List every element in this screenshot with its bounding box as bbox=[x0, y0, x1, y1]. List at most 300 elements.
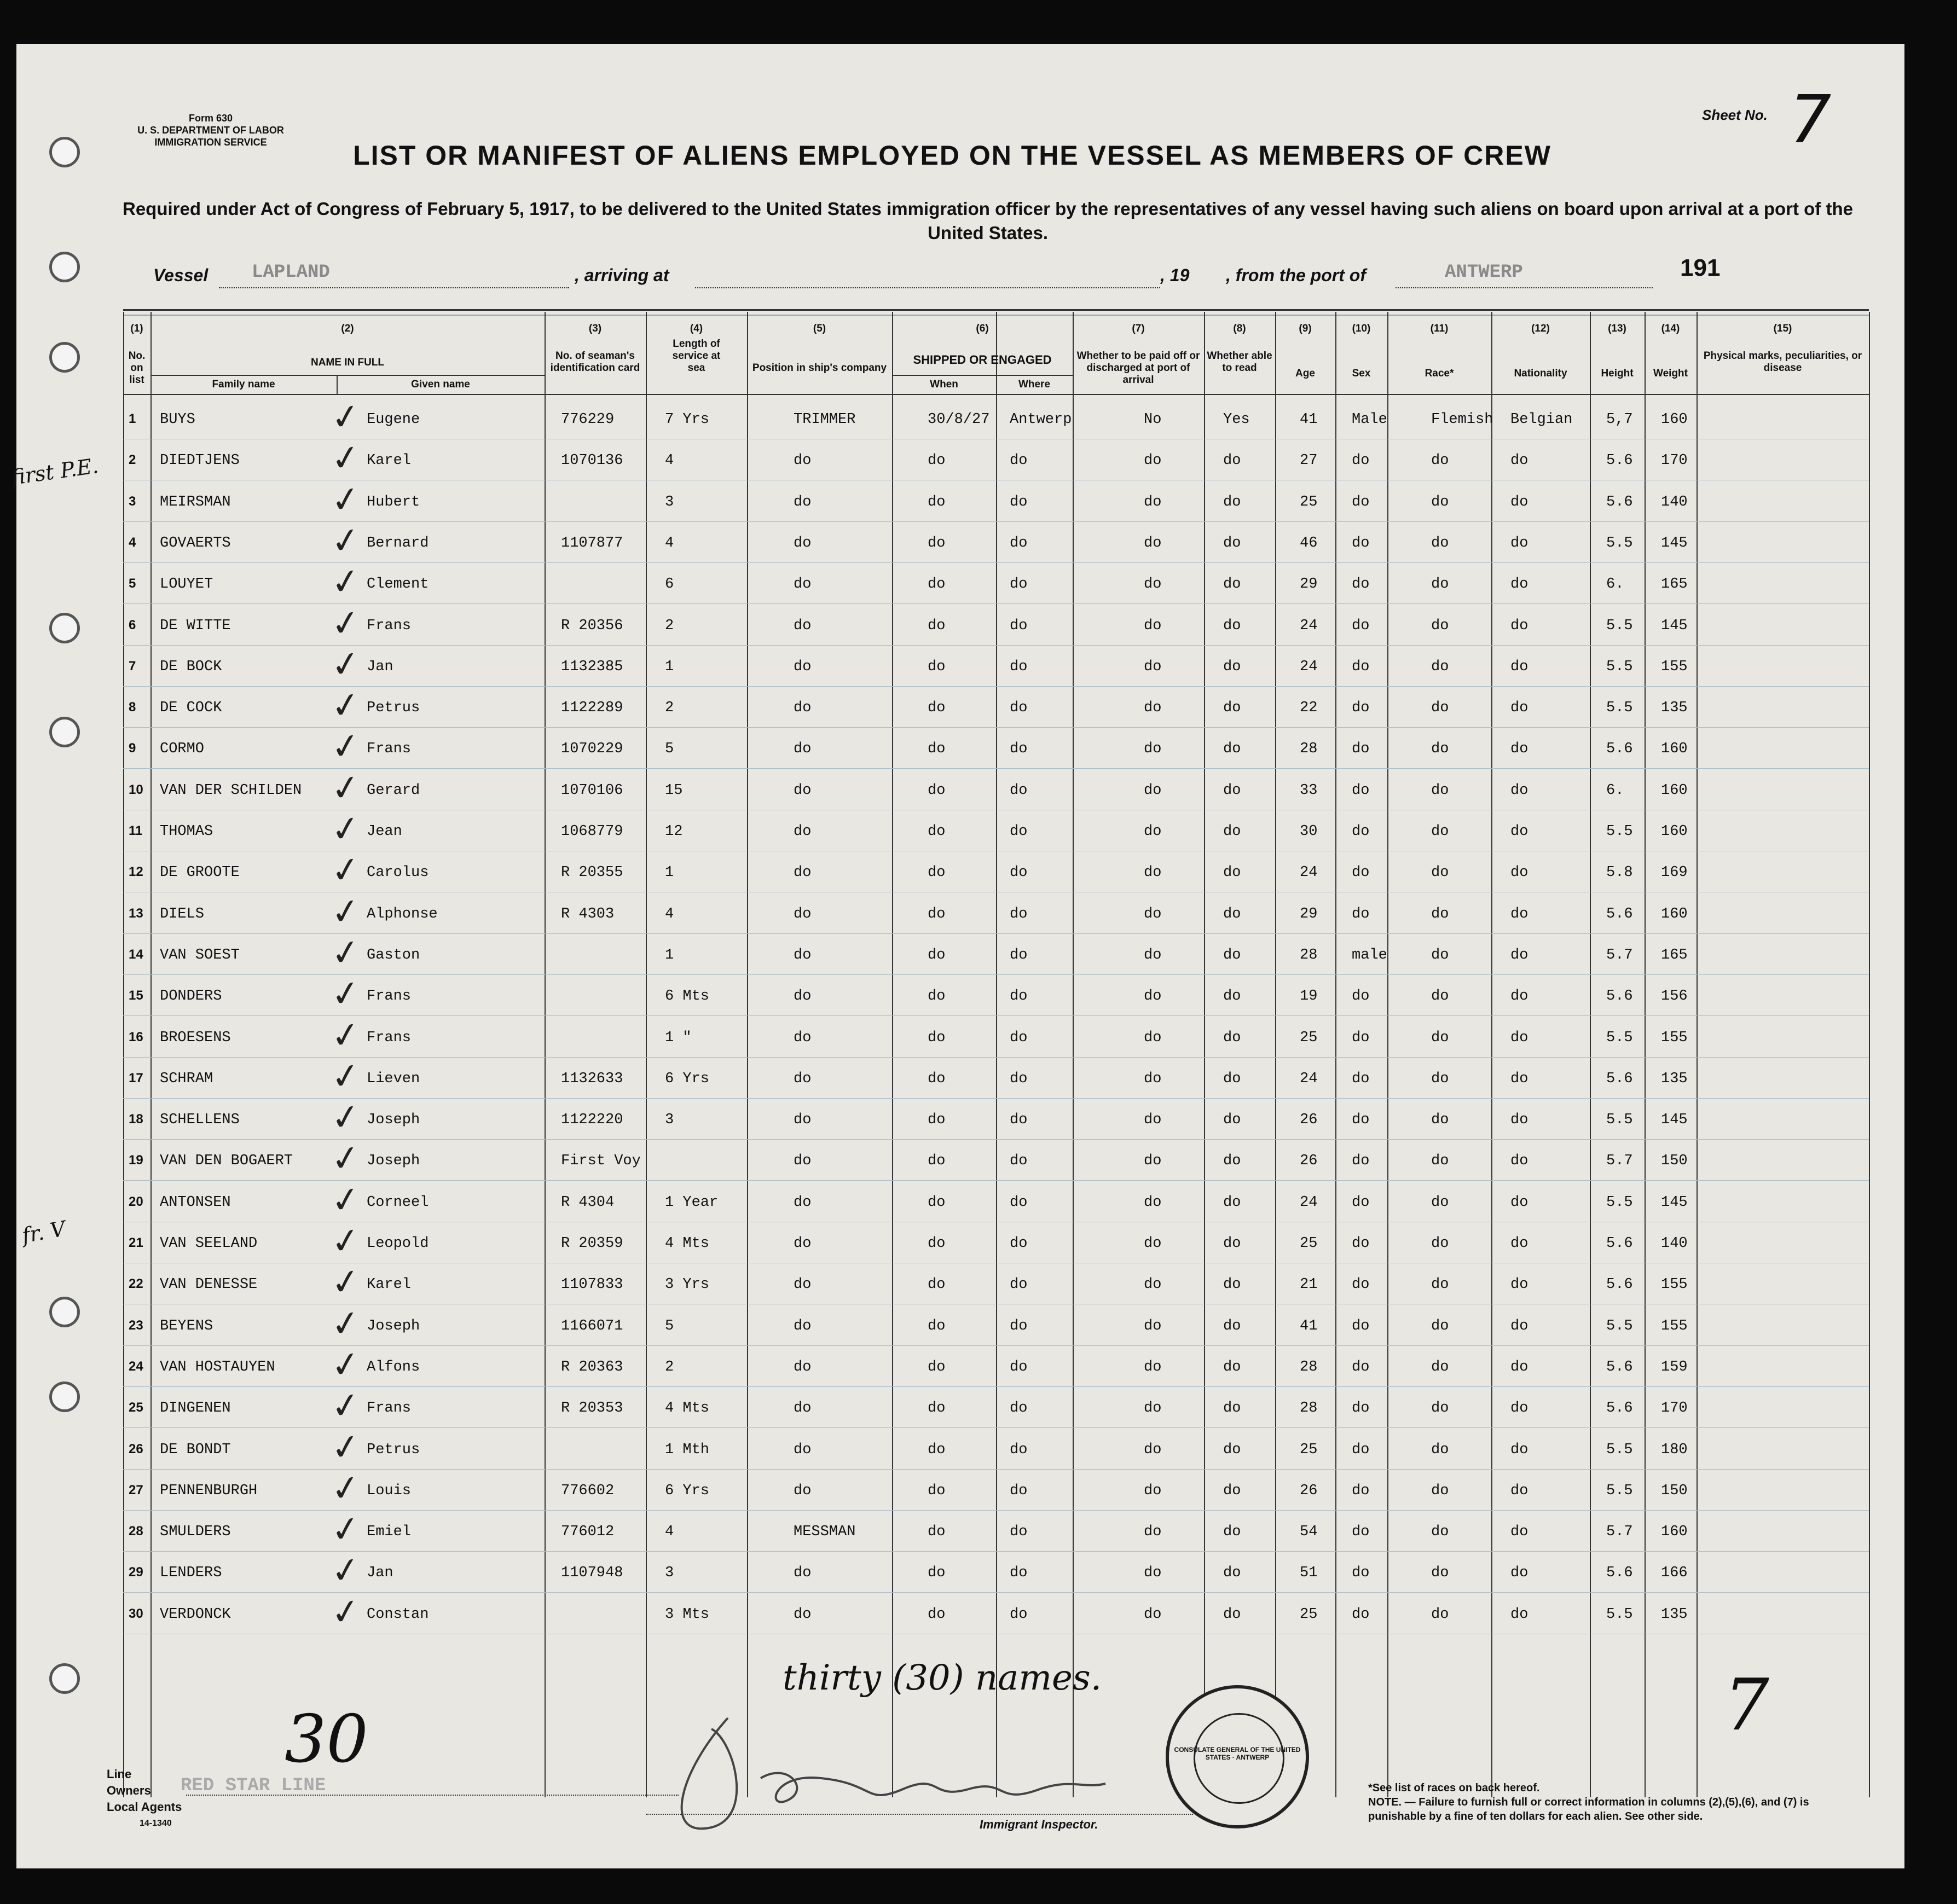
shipped-when-cell: do bbox=[928, 823, 946, 840]
able-to-read-cell: do bbox=[1223, 823, 1241, 840]
given-name-cell: Frans bbox=[367, 988, 412, 1005]
col-label: Whether able to read bbox=[1207, 350, 1272, 374]
table-row bbox=[16, 642, 1904, 687]
weight-cell: 135 bbox=[1661, 700, 1688, 717]
length-of-service-cell: 12 bbox=[665, 823, 683, 840]
col6-header bbox=[892, 323, 1073, 366]
able-to-read-cell: do bbox=[1223, 1565, 1241, 1582]
length-of-service-cell: 1 bbox=[665, 658, 674, 675]
length-of-service-cell: 2 bbox=[665, 1359, 674, 1375]
col14-header bbox=[1645, 323, 1697, 380]
shipped-when-cell: do bbox=[928, 988, 946, 1005]
race-cell: do bbox=[1431, 1235, 1449, 1252]
table-row bbox=[16, 1013, 1904, 1058]
paid-off-cell: do bbox=[1144, 576, 1162, 593]
table-row bbox=[16, 848, 1904, 893]
row-rule bbox=[123, 1098, 1869, 1099]
paid-off-cell: do bbox=[1144, 452, 1162, 469]
col-label: Weight bbox=[1653, 368, 1688, 379]
height-cell: 5.5 bbox=[1606, 1317, 1633, 1334]
manifest-sheet bbox=[9, 44, 1904, 1868]
col-label: SHIPPED OR ENGAGED bbox=[913, 353, 1052, 367]
shipped-where-cell: do bbox=[1010, 905, 1028, 922]
position-cell: do bbox=[794, 988, 812, 1005]
table-row bbox=[16, 1590, 1904, 1635]
col2-header bbox=[150, 323, 545, 369]
race-cell: do bbox=[1431, 1276, 1449, 1293]
age-cell: 29 bbox=[1300, 905, 1318, 922]
height-cell: 5.5 bbox=[1606, 658, 1633, 675]
row-number-cell: 2 bbox=[129, 452, 136, 468]
row-rule bbox=[123, 974, 1869, 975]
col-label: Race* bbox=[1425, 368, 1454, 379]
check-mark-icon: ✓ bbox=[328, 890, 363, 934]
weight-cell: 135 bbox=[1661, 1070, 1688, 1087]
paid-off-cell: do bbox=[1144, 1070, 1162, 1087]
row-number-cell: 24 bbox=[129, 1359, 143, 1374]
sex-cell: do bbox=[1352, 823, 1370, 840]
position-cell: do bbox=[794, 905, 812, 922]
weight-cell: 169 bbox=[1661, 864, 1688, 881]
age-cell: 28 bbox=[1300, 1359, 1318, 1375]
row-rule bbox=[123, 1139, 1869, 1140]
row-number-cell: 6 bbox=[129, 617, 136, 632]
weight-cell: 160 bbox=[1661, 741, 1688, 758]
check-mark-icon: ✓ bbox=[328, 560, 363, 605]
length-of-service-cell: 6 bbox=[665, 576, 674, 593]
sex-cell: Male bbox=[1352, 411, 1387, 428]
col-number: (8) bbox=[1233, 323, 1246, 334]
table-row bbox=[16, 725, 1904, 769]
row-number-cell: 10 bbox=[129, 782, 143, 797]
shipped-where-cell: do bbox=[1010, 1029, 1028, 1046]
able-to-read-cell: do bbox=[1223, 1606, 1241, 1623]
check-mark-icon: ✓ bbox=[328, 1137, 363, 1181]
length-of-service-cell: 1 Year bbox=[665, 1194, 719, 1211]
weight-cell: 140 bbox=[1661, 1235, 1688, 1252]
age-cell: 28 bbox=[1300, 741, 1318, 758]
check-mark-icon: ✓ bbox=[328, 395, 363, 440]
weight-cell: 160 bbox=[1661, 823, 1688, 840]
shipped-where-cell: Antwerp bbox=[1010, 411, 1072, 428]
given-name-cell: Jan bbox=[367, 658, 393, 675]
row-rule bbox=[123, 521, 1869, 522]
year-printed: 191 bbox=[1680, 254, 1721, 281]
race-cell: do bbox=[1431, 905, 1449, 922]
length-of-service-cell: 2 bbox=[665, 700, 674, 717]
table-row bbox=[16, 436, 1904, 481]
sheet-label: Sheet No. bbox=[1702, 107, 1768, 123]
shipped-when-cell: do bbox=[928, 1276, 946, 1293]
able-to-read-cell: do bbox=[1223, 1235, 1241, 1252]
table-top-rule bbox=[123, 309, 1869, 311]
table-row bbox=[16, 1507, 1904, 1552]
check-mark-icon: ✓ bbox=[328, 1466, 363, 1511]
age-cell: 19 bbox=[1300, 988, 1318, 1005]
age-cell: 54 bbox=[1300, 1524, 1318, 1541]
weight-cell: 160 bbox=[1661, 905, 1688, 922]
col3-header bbox=[545, 323, 646, 374]
paid-off-cell: do bbox=[1144, 494, 1162, 510]
given-name-cell: Eugene bbox=[367, 411, 420, 428]
race-cell: do bbox=[1431, 1441, 1449, 1458]
race-cell: do bbox=[1431, 1482, 1449, 1499]
position-cell: do bbox=[794, 823, 812, 840]
owners-stamp: RED STAR LINE bbox=[181, 1775, 326, 1796]
able-to-read-cell: do bbox=[1223, 988, 1241, 1005]
row-rule bbox=[123, 1551, 1869, 1552]
nationality-cell: do bbox=[1510, 947, 1528, 963]
paid-off-cell: do bbox=[1144, 1565, 1162, 1582]
card-number-cell: 1107833 bbox=[561, 1276, 623, 1293]
age-cell: 26 bbox=[1300, 1112, 1318, 1129]
weight-cell: 165 bbox=[1661, 947, 1688, 963]
family-name-cell: DE BOCK bbox=[160, 658, 222, 675]
family-name-cell: DE COCK bbox=[160, 700, 222, 717]
col-number: (5) bbox=[813, 323, 826, 334]
race-cell: do bbox=[1431, 617, 1449, 634]
length-of-service-cell: 1 Mth bbox=[665, 1441, 710, 1458]
col13-header bbox=[1590, 323, 1645, 380]
height-cell: 5.6 bbox=[1606, 494, 1633, 510]
length-of-service-cell: 4 bbox=[665, 1524, 674, 1541]
family-name-cell: LOUYET bbox=[160, 576, 213, 593]
length-of-service-cell: 6 Yrs bbox=[665, 1070, 710, 1087]
table-row bbox=[16, 1095, 1904, 1140]
position-cell: do bbox=[794, 1565, 812, 1582]
sex-cell: do bbox=[1352, 1441, 1370, 1458]
table-row bbox=[16, 1466, 1904, 1511]
family-name-cell: BEYENS bbox=[160, 1317, 213, 1334]
height-cell: 5.7 bbox=[1606, 947, 1633, 963]
given-name-cell: Frans bbox=[367, 617, 412, 634]
race-cell: do bbox=[1431, 1153, 1449, 1170]
handwritten-total: thirty (30) names. bbox=[783, 1658, 1102, 1698]
weight-cell: 155 bbox=[1661, 1029, 1688, 1046]
given-name-cell: Leopold bbox=[367, 1235, 429, 1252]
given-name-cell: Jean bbox=[367, 823, 402, 840]
paid-off-cell: do bbox=[1144, 1029, 1162, 1046]
col-number: (15) bbox=[1773, 323, 1792, 334]
position-cell: do bbox=[794, 1194, 812, 1211]
sex-cell: do bbox=[1352, 1112, 1370, 1129]
check-mark-icon: ✓ bbox=[328, 1425, 363, 1470]
given-name-cell: Alphonse bbox=[367, 905, 438, 922]
margin-note-first: first P.E. bbox=[9, 454, 100, 490]
given-name-cell: Karel bbox=[367, 452, 412, 469]
paid-off-cell: do bbox=[1144, 1441, 1162, 1458]
row-number-cell: 26 bbox=[129, 1441, 143, 1456]
shipped-where-cell: do bbox=[1010, 1070, 1028, 1087]
weight-cell: 156 bbox=[1661, 988, 1688, 1005]
sex-cell: do bbox=[1352, 1235, 1370, 1252]
race-cell: do bbox=[1431, 823, 1449, 840]
able-to-read-cell: do bbox=[1223, 617, 1241, 634]
nationality-cell: do bbox=[1510, 617, 1528, 634]
race-cell: do bbox=[1431, 658, 1449, 675]
col-label: Position in ship's company bbox=[752, 362, 887, 374]
page-subtitle: Required under Act of Congress of February 5, 1917, to be delivered to the United States immigration officer by the representatives of any vessel having such aliens on board upon arrival at a port of the United States. bbox=[122, 199, 1853, 243]
given-name-cell: Carolus bbox=[367, 864, 429, 881]
age-cell: 29 bbox=[1300, 576, 1318, 593]
table-row bbox=[16, 1054, 1904, 1099]
table-row bbox=[16, 890, 1904, 934]
sex-cell: do bbox=[1352, 535, 1370, 552]
where-header: Where bbox=[1018, 379, 1051, 390]
col9-header bbox=[1275, 323, 1335, 380]
given-name-cell: Emiel bbox=[367, 1524, 412, 1541]
weight-cell: 135 bbox=[1661, 1606, 1688, 1623]
punch-hole bbox=[49, 252, 80, 282]
weight-cell: 150 bbox=[1661, 1482, 1688, 1499]
check-mark-icon: ✓ bbox=[328, 1302, 363, 1346]
shipped-when-cell: do bbox=[928, 494, 946, 510]
age-cell: 24 bbox=[1300, 1194, 1318, 1211]
length-of-service-cell: 4 Mts bbox=[665, 1400, 710, 1417]
check-mark-icon: ✓ bbox=[328, 807, 363, 852]
age-cell: 41 bbox=[1300, 1317, 1318, 1334]
position-cell: do bbox=[794, 1606, 812, 1623]
age-cell: 22 bbox=[1300, 700, 1318, 717]
check-mark-icon: ✓ bbox=[328, 1054, 363, 1099]
punch-hole bbox=[49, 1663, 80, 1694]
race-cell: do bbox=[1431, 1070, 1449, 1087]
card-number-cell: 1107877 bbox=[561, 535, 623, 552]
family-name-cell: SMULDERS bbox=[160, 1524, 231, 1541]
shipped-where-cell: do bbox=[1010, 823, 1028, 840]
paid-off-cell: do bbox=[1144, 617, 1162, 634]
able-to-read-cell: do bbox=[1223, 535, 1241, 552]
nationality-cell: do bbox=[1510, 658, 1528, 675]
nationality-cell: do bbox=[1510, 1441, 1528, 1458]
race-cell: do bbox=[1431, 1606, 1449, 1623]
shipped-when-cell: do bbox=[928, 658, 946, 675]
weight-cell: 155 bbox=[1661, 1276, 1688, 1293]
length-of-service-cell: 3 bbox=[665, 1112, 674, 1129]
seal-text: CONSULATE GENERAL OF THE UNITED STATES · ANTWERP bbox=[1174, 1746, 1301, 1761]
shipped-where-cell: do bbox=[1010, 947, 1028, 963]
family-name-cell: DE BONDT bbox=[160, 1441, 231, 1458]
page-title: LIST OR MANIFEST OF ALIENS EMPLOYED ON THE VESSEL AS MEMBERS OF CREW bbox=[353, 140, 1551, 171]
paid-off-cell: do bbox=[1144, 1359, 1162, 1375]
row-number-cell: 22 bbox=[129, 1276, 143, 1292]
sex-cell: male bbox=[1352, 947, 1387, 963]
age-cell: 25 bbox=[1300, 494, 1318, 510]
shipped-when-cell: do bbox=[928, 1524, 946, 1541]
sex-cell: do bbox=[1352, 1524, 1370, 1541]
sex-cell: do bbox=[1352, 1317, 1370, 1334]
card-number-cell: 1107948 bbox=[561, 1565, 623, 1582]
position-cell: do bbox=[794, 1112, 812, 1129]
age-cell: 46 bbox=[1300, 535, 1318, 552]
paid-off-cell: do bbox=[1144, 1153, 1162, 1170]
family-name-cell: DIELS bbox=[160, 905, 205, 922]
paid-off-cell: do bbox=[1144, 1194, 1162, 1211]
table-row bbox=[16, 1384, 1904, 1429]
height-cell: 5.6 bbox=[1606, 1276, 1633, 1293]
given-name-cell: Alfons bbox=[367, 1359, 420, 1375]
shipped-where-cell: do bbox=[1010, 576, 1028, 593]
shipped-where-cell: do bbox=[1010, 1441, 1028, 1458]
check-mark-icon: ✓ bbox=[328, 478, 363, 522]
given-name-cell: Joseph bbox=[367, 1112, 420, 1129]
row-number-cell: 3 bbox=[129, 494, 136, 509]
card-number-cell: 1070229 bbox=[561, 741, 623, 758]
family-name-cell: THOMAS bbox=[160, 823, 213, 840]
height-cell: 5.8 bbox=[1606, 864, 1633, 881]
length-of-service-cell: 2 bbox=[665, 617, 674, 634]
age-cell: 30 bbox=[1300, 823, 1318, 840]
shipped-when-cell: do bbox=[928, 947, 946, 963]
shipped-when-cell: do bbox=[928, 1606, 946, 1623]
sex-cell: do bbox=[1352, 1400, 1370, 1417]
col-label: Physical marks, peculiarities, or disease bbox=[1703, 350, 1862, 374]
nationality-cell: do bbox=[1510, 864, 1528, 881]
row-number-cell: 11 bbox=[129, 823, 143, 838]
nationality-cell: do bbox=[1510, 1565, 1528, 1582]
height-cell: 5.7 bbox=[1606, 1153, 1633, 1170]
position-cell: do bbox=[794, 576, 812, 593]
check-mark-icon: ✓ bbox=[328, 1507, 363, 1552]
check-mark-icon: ✓ bbox=[328, 1590, 363, 1635]
able-to-read-cell: do bbox=[1223, 452, 1241, 469]
row-number-cell: 23 bbox=[129, 1317, 143, 1333]
paid-off-cell: do bbox=[1144, 1524, 1162, 1541]
paid-off-cell: do bbox=[1144, 658, 1162, 675]
position-cell: do bbox=[794, 1400, 812, 1417]
card-number-cell: 1070136 bbox=[561, 452, 623, 469]
footer-form-code: 14-1340 bbox=[140, 1819, 172, 1828]
col15-header bbox=[1697, 323, 1869, 374]
row-number-cell: 19 bbox=[129, 1153, 143, 1168]
family-name-cell: CORMO bbox=[160, 741, 205, 758]
col-number: (2) bbox=[341, 323, 354, 334]
able-to-read-cell: do bbox=[1223, 1153, 1241, 1170]
height-cell: 5.6 bbox=[1606, 1070, 1633, 1087]
height-cell: 5.6 bbox=[1606, 741, 1633, 758]
sex-cell: do bbox=[1352, 741, 1370, 758]
footer-rule bbox=[186, 1795, 679, 1796]
table-row bbox=[16, 1178, 1904, 1223]
shipped-when-cell: do bbox=[928, 1441, 946, 1458]
row-rule bbox=[123, 686, 1869, 687]
check-mark-icon: ✓ bbox=[328, 1384, 363, 1429]
position-cell: TRIMMER bbox=[794, 411, 856, 428]
footer-notes bbox=[1368, 1781, 1855, 1824]
length-of-service-cell: 3 bbox=[665, 494, 674, 510]
shipped-when-cell: do bbox=[928, 905, 946, 922]
given-name-cell: Louis bbox=[367, 1482, 412, 1499]
row-number-cell: 1 bbox=[129, 411, 136, 426]
sex-cell: do bbox=[1352, 700, 1370, 717]
check-mark-icon: ✓ bbox=[328, 766, 363, 811]
family-name-cell: PENNENBURGH bbox=[160, 1482, 258, 1499]
age-cell: 25 bbox=[1300, 1029, 1318, 1046]
check-mark-icon: ✓ bbox=[328, 848, 363, 893]
paid-off-cell: do bbox=[1144, 782, 1162, 799]
shipped-when-cell: do bbox=[928, 1029, 946, 1046]
age-cell: 27 bbox=[1300, 452, 1318, 469]
col-number: (12) bbox=[1531, 323, 1550, 334]
paid-off-cell: do bbox=[1144, 1317, 1162, 1334]
col-label: No. on list bbox=[128, 350, 146, 386]
check-mark-icon: ✓ bbox=[328, 683, 363, 728]
family-name-cell: ANTONSEN bbox=[160, 1194, 231, 1211]
sex-cell: do bbox=[1352, 1359, 1370, 1375]
shipped-when-cell: do bbox=[928, 1112, 946, 1129]
nationality-cell: do bbox=[1510, 1153, 1528, 1170]
name-subrule bbox=[150, 375, 545, 376]
height-cell: 5.5 bbox=[1606, 700, 1633, 717]
able-to-read-cell: do bbox=[1223, 1276, 1241, 1293]
shipped-when-cell: do bbox=[928, 1317, 946, 1334]
service-label: IMMIGRATION SERVICE bbox=[154, 137, 267, 148]
race-cell: do bbox=[1431, 988, 1449, 1005]
family-name-cell: DE GROOTE bbox=[160, 864, 240, 881]
given-name-cell: Petrus bbox=[367, 700, 420, 717]
able-to-read-cell: do bbox=[1223, 1441, 1241, 1458]
able-to-read-cell: do bbox=[1223, 1482, 1241, 1499]
card-number-cell: 1132385 bbox=[561, 658, 623, 675]
weight-cell: 170 bbox=[1661, 452, 1688, 469]
table-row bbox=[16, 766, 1904, 811]
length-of-service-cell: 4 bbox=[665, 452, 674, 469]
year-label: , 19 bbox=[1160, 265, 1190, 285]
age-cell: 25 bbox=[1300, 1441, 1318, 1458]
col-label: Length of service at sea bbox=[672, 338, 721, 374]
shipped-when-cell: do bbox=[928, 452, 946, 469]
col8-header bbox=[1204, 323, 1275, 374]
height-cell: 5,7 bbox=[1606, 411, 1633, 428]
check-mark-icon: ✓ bbox=[328, 1095, 363, 1140]
position-cell: do bbox=[794, 452, 812, 469]
family-name-cell: VAN DEN BOGAERT bbox=[160, 1153, 293, 1170]
handwritten-count: 30 bbox=[285, 1702, 368, 1778]
given-name-cell: Clement bbox=[367, 576, 429, 593]
position-cell: do bbox=[794, 741, 812, 758]
weight-cell: 155 bbox=[1661, 658, 1688, 675]
weight-cell: 150 bbox=[1661, 1153, 1688, 1170]
shipped-when-cell: do bbox=[928, 576, 946, 593]
length-of-service-cell: 4 bbox=[665, 905, 674, 922]
race-cell: do bbox=[1431, 1359, 1449, 1375]
able-to-read-cell: do bbox=[1223, 494, 1241, 510]
card-number-cell: R 4304 bbox=[561, 1194, 615, 1211]
port-name: ANTWERP bbox=[1445, 262, 1523, 283]
family-name-cell: SCHRAM bbox=[160, 1070, 213, 1087]
table-row bbox=[16, 972, 1904, 1017]
age-cell: 24 bbox=[1300, 864, 1318, 881]
race-cell: do bbox=[1431, 452, 1449, 469]
given-name-cell: Bernard bbox=[367, 535, 429, 552]
col-label: NAME IN FULL bbox=[310, 357, 385, 368]
shipped-when-cell: do bbox=[928, 1235, 946, 1252]
nationality-cell: do bbox=[1510, 535, 1528, 552]
height-cell: 5.6 bbox=[1606, 1565, 1633, 1582]
row-number-cell: 8 bbox=[129, 700, 136, 715]
col-number: (1) bbox=[130, 323, 143, 334]
position-cell: do bbox=[794, 1235, 812, 1252]
family-name-cell: VAN HOSTAUYEN bbox=[160, 1359, 275, 1375]
race-cell: do bbox=[1431, 1029, 1449, 1046]
shipped-where-cell: do bbox=[1010, 864, 1028, 881]
age-cell: 51 bbox=[1300, 1565, 1318, 1582]
race-cell: do bbox=[1431, 1112, 1449, 1129]
row-rule bbox=[123, 1427, 1869, 1428]
paid-off-cell: do bbox=[1144, 1112, 1162, 1129]
row-number-cell: 21 bbox=[129, 1235, 143, 1250]
shipped-where-cell: do bbox=[1010, 741, 1028, 758]
